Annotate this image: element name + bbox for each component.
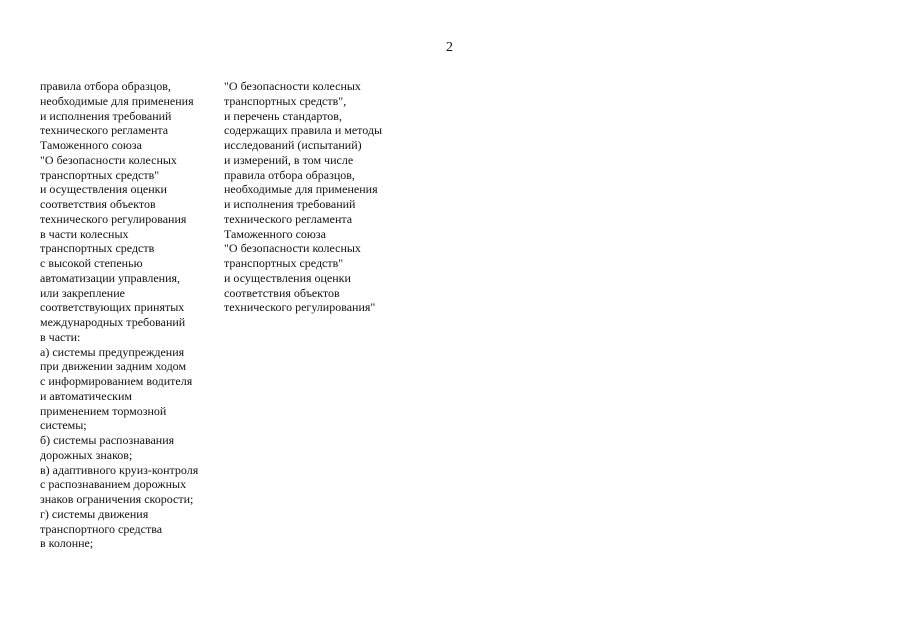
text-line: и автоматическим (40, 388, 132, 403)
text-line: с информированием водителя (40, 374, 193, 388)
text-line: с высокой степенью (40, 256, 143, 270)
text-line: соответствия объектов (224, 285, 340, 300)
text-line: транспортных средств" (40, 167, 160, 182)
text-line: дорожных знаков; (40, 447, 133, 462)
text-line: исследований (испытаний) (224, 138, 362, 152)
text-line: соответствующих принятых (40, 300, 185, 315)
text-line: технического регламента (40, 123, 169, 138)
text-line: правила отбора образцов, (224, 167, 355, 182)
text-line: содержащих правила и методы (224, 123, 383, 138)
text-line: Таможенного союза (224, 226, 326, 241)
text-line: применением тормозной (40, 403, 167, 418)
text-line: необходимые для применения (224, 182, 378, 197)
text-line: а) системы предупреждения (40, 344, 185, 359)
text-line: транспортного средства (40, 521, 163, 536)
text-line: и осуществления оценки (40, 182, 167, 197)
text-line: международных требований (40, 315, 186, 329)
text-line: необходимые для применения (40, 93, 194, 108)
text-line: знаков ограничения скорости; (40, 492, 194, 506)
text-line: в колонне; (40, 536, 94, 551)
text-line: "О безопасности колесных (224, 241, 361, 256)
right-column-text (224, 79, 382, 315)
text-line: "О безопасности колесных (224, 79, 361, 93)
text-line: технического регламента (224, 211, 353, 226)
text-line: правила отбора образцов, (40, 79, 171, 93)
text-line: соответствия объектов (40, 197, 156, 211)
text-line: г) системы движения (40, 506, 149, 521)
left-column-text (40, 79, 198, 551)
text-line: "О безопасности колесных (40, 152, 177, 167)
text-line: транспортных средств" (224, 256, 344, 270)
text-line: или закрепление (40, 285, 125, 300)
text-line: системы; (40, 418, 87, 433)
text-line: в) адаптивного круиз-контроля (40, 462, 199, 477)
text-line: в части: (40, 329, 81, 344)
text-line: и измерений, в том числе (224, 152, 354, 167)
text-line: в части колесных (40, 226, 129, 241)
text-line: при движении задним ходом (40, 359, 187, 374)
text-line: технического регулирования" (224, 300, 376, 315)
text-line: и осуществления оценки (224, 270, 351, 285)
text-line: и исполнения требований (224, 197, 356, 211)
text-line: и перечень стандартов, (224, 108, 342, 123)
text-line: Таможенного союза (40, 138, 142, 152)
text-line: и исполнения требований (40, 108, 172, 123)
text-line: автоматизации управления, (40, 270, 181, 285)
text-line: б) системы распознавания (40, 433, 175, 447)
text-line: с распознаванием дорожных (40, 477, 187, 492)
text-line: транспортных средств", (224, 93, 347, 108)
page-number: 2 (446, 40, 453, 55)
text-line: транспортных средств (40, 241, 155, 256)
text-line: технического регулирования (40, 211, 187, 226)
